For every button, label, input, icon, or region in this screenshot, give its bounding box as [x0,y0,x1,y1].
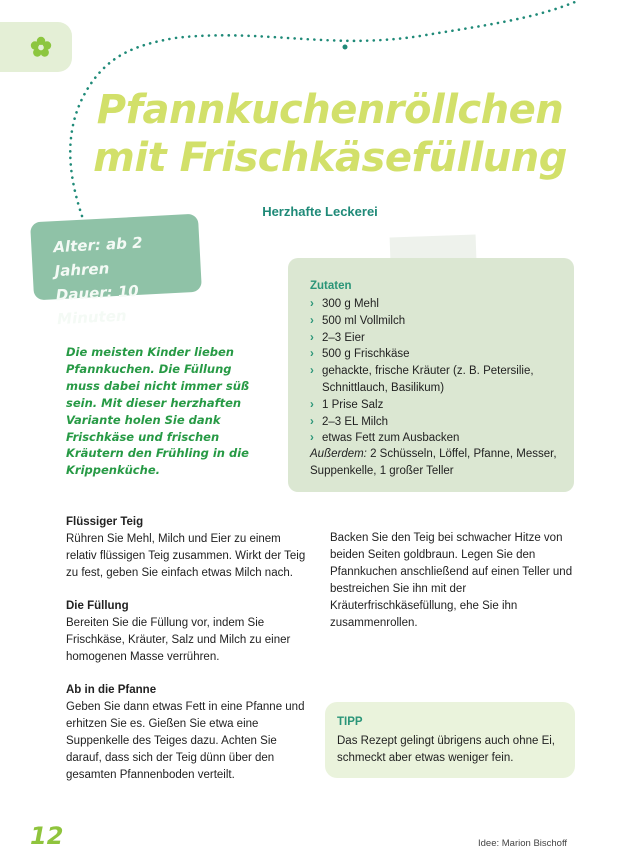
section-heading: Die Füllung [66,600,129,612]
section-text: Backen Sie den Teig bei schwacher Hitze von beiden Seiten goldbraun. Legen Sie den Pfannkuchen anschließend auf einen Teller und bestreichen Sie ihn mit der Kräuterfrischkäsefüllung, ehe Sie ihn zusammenrollen. [330,532,573,629]
ingredient-item: › 1 Prise Salz [310,397,566,414]
tip-text: Das Rezept gelingt übrigens auch ohne Ei, schmeckt aber etwas weniger fein. [337,735,556,764]
ingredient-item: › etwas Fett zum Ausbacken [310,430,566,447]
ingredient-item: › 2–3 Eier [310,330,566,347]
section-heading: Flüssiger Teig [66,516,144,528]
ingredient-item: › 2–3 EL Milch [310,414,566,431]
section-text: Bereiten Sie die Füllung vor, indem Sie Frischkäse, Kräuter, Salz und Milch zu einer homogenen Masse verrühren. [66,617,291,663]
ingredient-item: › 300 g Mehl [310,296,566,313]
section-text: Rühren Sie Mehl, Milch und Eier zu einem relativ flüssigen Teig zusammen. Wirkt der Teig zu fest, geben Sie einfach etwas Milch nach. [66,533,306,579]
ingredients-heading: Zutaten [310,280,352,292]
section-teig [66,514,306,582]
equipment-label: Außerdem: [310,448,367,460]
author-credit: Idee: Marion Bischoff [478,838,568,849]
equipment-text: 2 Schüsseln, Löffel, Pfanne, Messer, Suppenkelle, 1 großer Teller [310,448,557,477]
ingredient-item: › 500 ml Vollmilch [310,313,566,330]
section-text: Geben Sie dann etwas Fett in eine Pfanne und erhitzen Sie es. Gießen Sie etwa eine Suppenkelle des Teiges dazu. Achten Sie darauf, dass sich der Teig dünn über den gesamten Pfannenboden verteilt. [66,701,305,781]
title-line-1: Pfannkuchenröllchen [96,87,564,133]
page-number: 12 [30,822,64,850]
age-text: Alter: ab 2 Jahren [52,233,143,281]
ingredient-item: › 500 g Frischkäse [310,346,566,363]
equipment-note [310,446,566,480]
section-backen [330,530,580,632]
section-pfanne [66,682,306,784]
tip-box [325,702,575,778]
tip-label: TIPP [337,716,363,728]
ingredients-box [288,258,574,492]
recipe-subtitle: Herzhafte Leckerei [262,204,378,219]
intro-text: Die meisten Kinder lieben Pfannkuchen. Die Füllung muss dabei nicht immer süß sein. Mit dieser herzhaften Variante holen Sie dank Frischkäse und frischen Kräutern den Frühling in die Krippenküche. [66,345,250,478]
section-heading: Ab in die Pfanne [66,684,157,696]
recipe-title [60,86,600,182]
age-duration-card [30,214,202,329]
duration-text: Dauer: 10 Minuten [55,281,140,329]
title-line-2: mit Frischkäsefüllung [93,135,567,181]
section-fuellung [66,598,306,666]
ingredients-list [310,296,566,447]
ingredient-item: › gehackte, frische Kräuter (z. B. Petersilie, Schnittlauch, Basilikum) [310,363,566,397]
